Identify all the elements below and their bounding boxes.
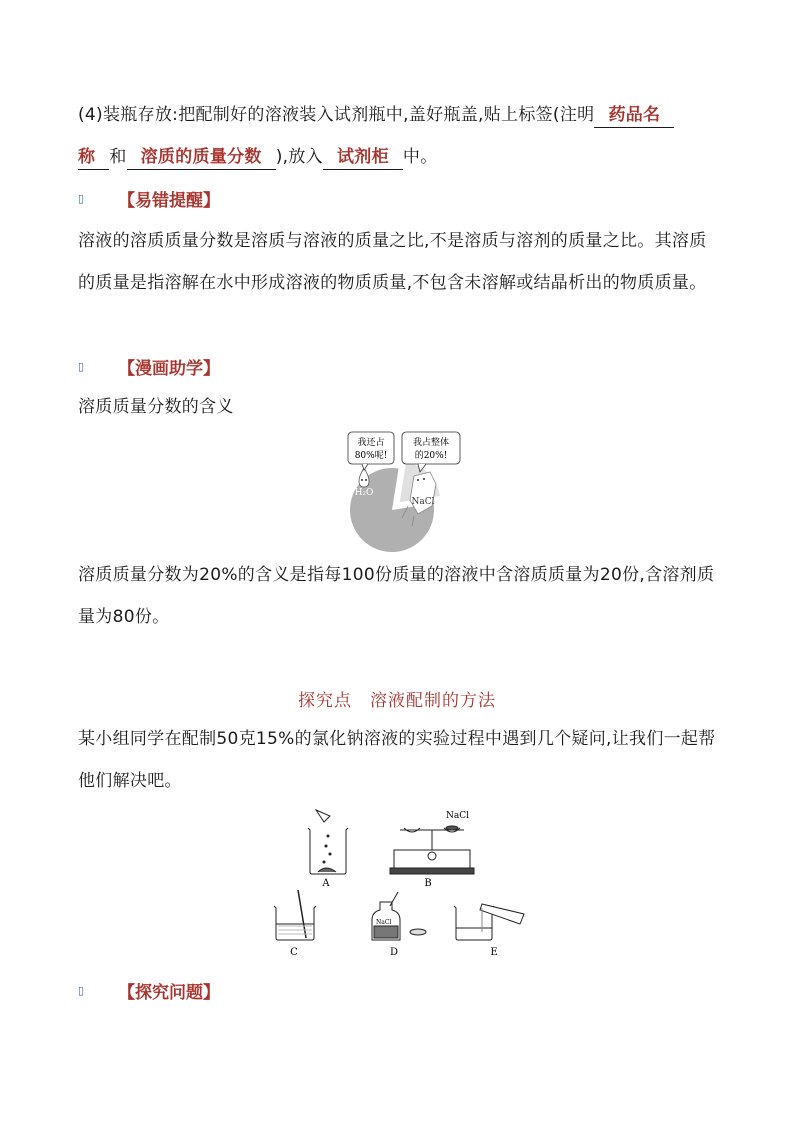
mass-fraction-meaning-text: 溶质质量分数为20%的含义是指每100份质量的溶液中含溶质质量为20份,含溶剂质量为80份。	[78, 565, 715, 627]
bookmark-icon: ▯	[78, 983, 85, 997]
storage-step-text: (4)装瓶存放:把配制好的溶液装入试剂瓶中,盖好瓶盖,贴上标签(注明	[78, 105, 595, 125]
explore-point-title: 探究点 溶液配制的方法	[298, 691, 496, 711]
comic-help-heading-text: 【漫画助学】	[118, 358, 220, 379]
reagent-bottle-d-icon	[372, 892, 426, 940]
bubble-water-line1: 我还占	[357, 438, 385, 448]
mass-fraction-pie-figure	[330, 428, 480, 552]
bubble-salt-line2: 的20%!	[414, 451, 448, 461]
bubble-water-line2: 80%呢!	[354, 451, 388, 461]
apparatus-figure	[268, 806, 532, 960]
beaker-e-icon	[454, 904, 524, 940]
comic-subtitle: 溶质质量分数的含义	[78, 397, 234, 417]
error-tip-heading	[78, 186, 220, 210]
bookmark-icon: ▯	[78, 359, 85, 373]
pie-label-water: H₂O	[354, 488, 374, 498]
bubble-salt-line1: 我占整体	[412, 438, 450, 448]
water-droplet-character-icon	[359, 468, 369, 487]
balance-b-icon	[390, 826, 474, 874]
label-nacl-b: NaCl	[446, 811, 470, 821]
label-b: B	[424, 878, 432, 889]
label-d: D	[389, 947, 399, 958]
comic-help-heading	[78, 354, 220, 378]
label-e: E	[490, 947, 498, 958]
label-c: C	[290, 947, 298, 958]
error-tip-heading-text: 【易错提醒】	[118, 190, 220, 211]
label-a: A	[322, 878, 330, 889]
answer-blank-drug-name-cont: 称	[78, 145, 109, 170]
answer-blank-mass-fraction: 溶质的质量分数	[127, 145, 276, 170]
explore-intro-text: 某小组同学在配制50克15%的氯化钠溶液的实验过程中遇到几个疑问,让我们一起帮他们解决吧。	[78, 729, 716, 791]
apparatus-drawing	[268, 806, 532, 960]
bookmark-icon: ▯	[78, 191, 85, 205]
label-nacl-d: NaCl	[376, 919, 392, 926]
answer-blank-drug-name: 药品名	[594, 103, 674, 128]
answer-blank-cabinet: 试剂柜	[323, 145, 403, 170]
storage-step-paragraph	[78, 94, 718, 178]
beaker-a-icon	[308, 810, 348, 874]
storage-step-mid-text: ),放入	[275, 147, 323, 167]
conjunction-text: 和	[109, 147, 127, 167]
beaker-c-icon	[274, 890, 316, 940]
pie-label-salt: NaCl	[411, 497, 435, 507]
error-tip-text: 溶液的溶质质量分数是溶质与溶液的质量之比,不是溶质与溶剂的质量之比。其溶质的质量是指溶解在水中形成溶液的物质质量,不包含未溶解或结晶析出的物质质量。	[78, 231, 707, 293]
explore-question-heading-text: 【探究问题】	[118, 982, 220, 1003]
pie-chart	[330, 428, 480, 552]
storage-step-suffix: 中。	[402, 147, 438, 167]
explore-question-heading	[78, 978, 220, 1002]
